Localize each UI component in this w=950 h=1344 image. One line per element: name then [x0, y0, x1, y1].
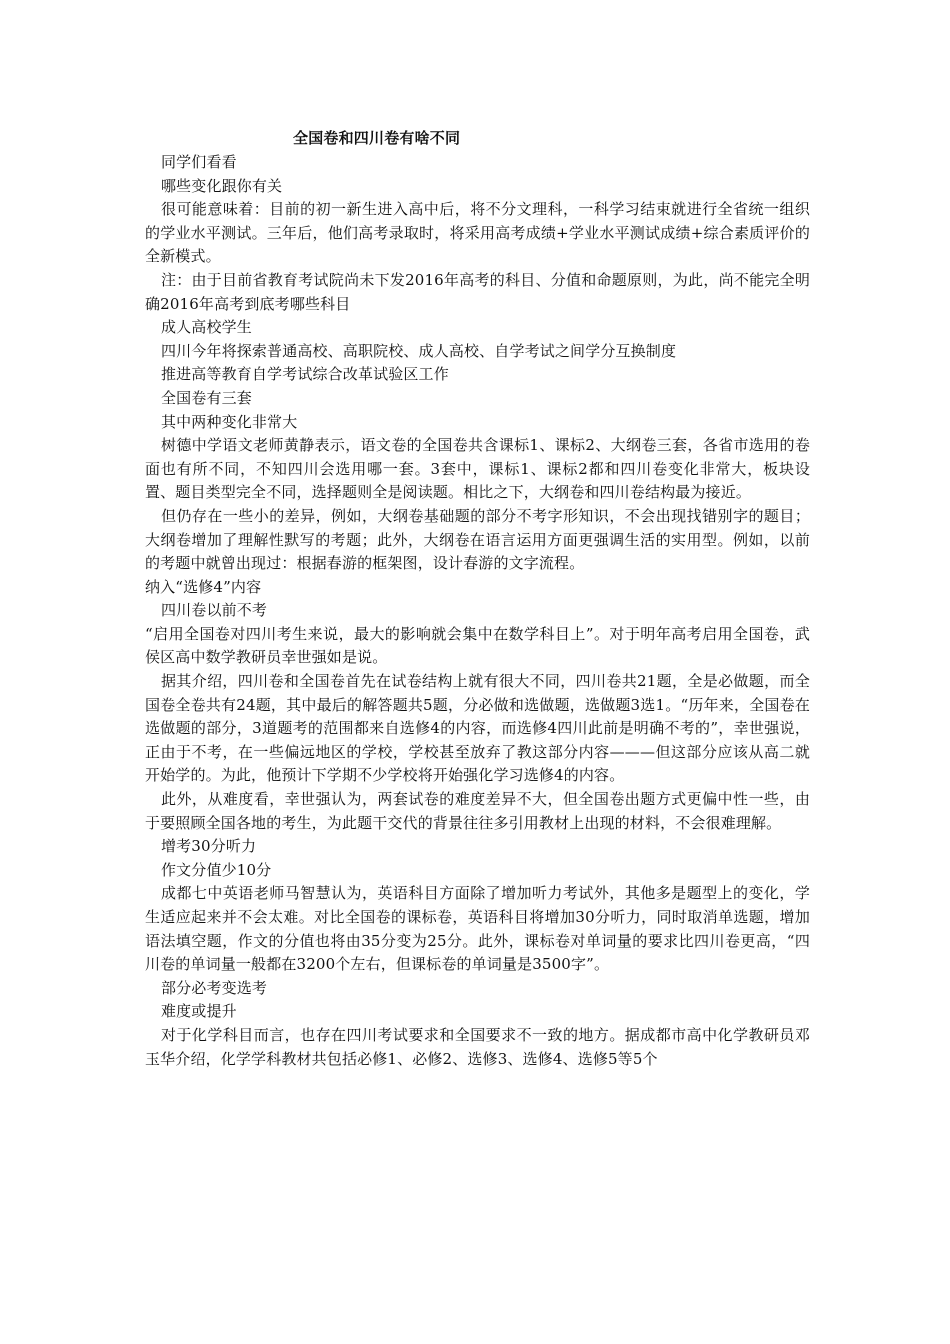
document-body	[145, 151, 810, 1071]
paragraph: 其中两种变化非常大	[161, 412, 298, 431]
paragraph: 很可能意味着：目前的初一新生进入高中后，将不分文理科，一科学习结束就进行全省统一组织的学业水平测试。三年后，他们高考录取时，将采用高考成绩+学业水平测试成绩+综合素质评价的全新模式。	[145, 200, 810, 266]
paragraph: 对于化学科目而言，也存在四川考试要求和全国要求不一致的地方。据成都市高中化学教研员邓玉华介绍，化学学科教材共包括必修1、必修2、选修3、选修4、选修5等5个	[145, 1025, 810, 1068]
document-page	[145, 128, 810, 1071]
paragraph: 哪些变化跟你有关	[161, 176, 283, 195]
paragraph: 树德中学语文老师黄静表示，语文卷的全国卷共含课标1、课标2、大纲卷三套，各省市选用的卷面也有所不同，不知四川会选用哪一套。3套中，课标1、课标2都和四川卷变化非常大，板块设置、题目类型完全不同，选择题则全是阅读题。相比之下，大纲卷和四川卷结构最为接近。	[145, 436, 810, 502]
paragraph: 四川卷以前不考	[161, 601, 268, 620]
paragraph: 四川今年将探索普通高校、高职院校、成人高校、自学考试之间学分互换制度	[161, 341, 677, 360]
document-title: 全国卷和四川卷有啥不同	[293, 129, 461, 147]
paragraph: 此外，从难度看，幸世强认为，两套试卷的难度差异不大，但全国卷出题方式更偏中性一些，由于要照顾全国各地的考生，为此题干交代的背景往往多引用教材上出现的材料，不会很难理解。	[145, 790, 810, 832]
paragraph: 部分必考变选考	[161, 978, 268, 997]
paragraph: “启用全国卷对四川考生来说，最大的影响就会集中在数学科目上”。对于明年高考启用全国卷，武侯区高中数学教研员幸世强如是说。	[145, 624, 810, 667]
paragraph: 同学们看看	[161, 153, 237, 171]
paragraph: 据其介绍，四川卷和全国卷首先在试卷结构上就有很大不同，四川卷共21题，全是必做题，而全国卷全卷共有24题，其中最后的解答题共5题，分必做和选做题，选做题3选1。“历年来，全国卷在选做题的部分，3道题考的范围都来自选修4的内容，而选修4四川此前是明确不考的”，幸世强说，正由于不考，在一些偏远地区的学校，学校甚至放弃了教这部分内容———但这部分应该从高二就开始学的。为此，他预计下学期不少学校将开始强化学习选修4的内容。	[145, 672, 810, 785]
paragraph: 成都七中英语老师马智慧认为，英语科目方面除了增加听力考试外，其他多是题型上的变化，学生适应起来并不会太难。对比全国卷的课标卷，英语科目将增加30分听力，同时取消单选题，增加语法填空题，作文的分值也将由35分变为25分。此外，课标卷对单词量的要求比四川卷更高，“四川卷的单词量一般都在3200个左右，但课标卷的单词量是3500字”。	[145, 884, 810, 974]
paragraph: 全国卷有三套	[161, 388, 252, 407]
paragraph: 但仍存在一些小的差异，例如，大纲卷基础题的部分不考字形知识，不会出现找错别字的题目；大纲卷增加了理解性默写的考题；此外，大纲卷在语言运用方面更强调生活的实用型。例如，以前的考题中就曾出现过：根据春游的框架图，设计春游的文字流程。	[145, 506, 810, 573]
paragraph: 难度或提升	[161, 1002, 237, 1021]
paragraph: 成人高校学生	[161, 318, 252, 337]
paragraph: 作文分值少10分	[161, 860, 272, 879]
paragraph: 纳入“选修4”内容	[145, 577, 262, 596]
paragraph: 增考30分听力	[161, 837, 257, 856]
paragraph: 注：由于目前省教育考试院尚未下发2016年高考的科目、分值和命题原则，为此，尚不能完全明确2016年高考到底考哪些科目	[145, 270, 810, 313]
paragraph: 推进高等教育自学考试综合改革试验区工作	[161, 365, 449, 384]
